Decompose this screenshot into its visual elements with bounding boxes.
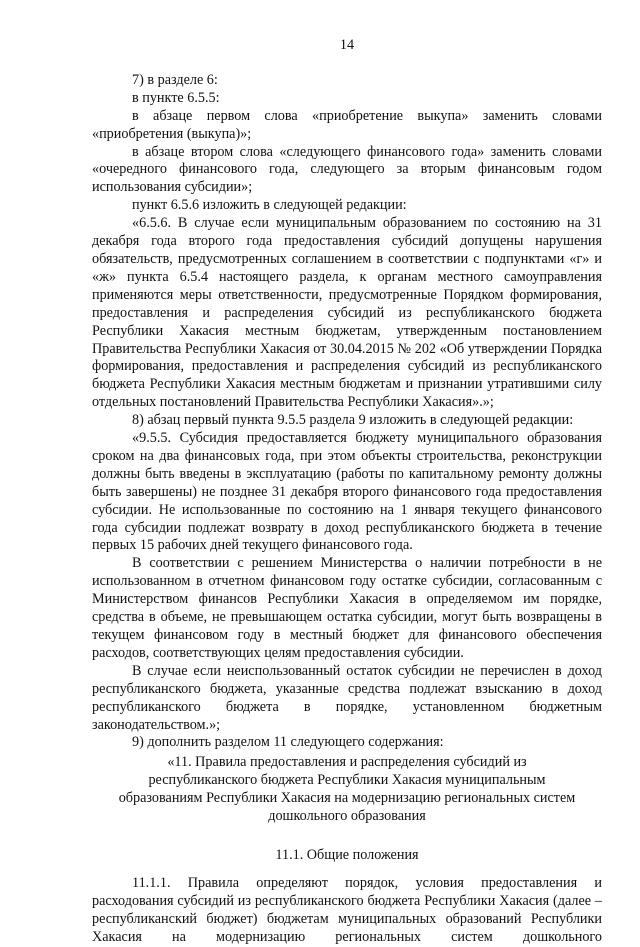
paragraph-section-6: 7) в разделе 6:: [132, 71, 218, 88]
paragraph-point-9-5-5-intro: 8) абзац первый пункта 9.5.5 раздела 9 изложить в следующей редакции:: [132, 412, 574, 429]
page-number: 14: [339, 37, 355, 53]
subsection-11-1-title: 11.1. Общие положения: [275, 846, 419, 863]
paragraph-first-abzac: в абзаце первом слова «приобретение выкупа» заменить словами «приобретения (выкупа)»;: [92, 107, 602, 142]
paragraph-add-section-11: 9) дополнить разделом 11 следующего содержания:: [132, 734, 444, 751]
paragraph-point-6-5-6-intro: пункт 6.5.6 изложить в следующей редакции:: [132, 197, 407, 214]
section-11-title: «11. Правила предоставления и распределения субсидий из республиканского бюджета Республики Хакасия муниципальным образованиям Республики Хакасия на модернизацию региональных систем дошкольного образования: [118, 754, 576, 825]
paragraph-11-1-1: 11.1.1. Правила определяют порядок, условия предоставления и расходования субсидий из республиканского бюджета Республики Хакасия (далее – республиканский бюджет) бюджетам муниципальных образований Республики Хакасия на модернизацию региональных систем дошкольного: [92, 874, 602, 945]
paragraph-ministry-decision: В соответствии с решением Министерства о наличии потребности в не использованном в отчетном финансовом году остатке субсидии, согласованным с Министерством финансов Республики Хакасия в определяемом им порядке, средства в объеме, не превышающем остатка субсидии, могут быть возвращены в текущем финансовом году в местный бюджет для финансового обеспечения расходов, соответствующих целям предоставления субсидии.: [92, 555, 602, 661]
paragraph-point-6-5-5: в пункте 6.5.5:: [132, 89, 220, 106]
paragraph-recovery: В случае если неиспользованный остаток субсидии не перечислен в доход республиканского бюджета, указанные средства подлежат взысканию в доход республиканского бюджета в порядке, установленном бюджетным законодательством.»;: [92, 662, 602, 733]
paragraph-second-abzac: в абзаце втором слова «следующего финансового года» заменить словами «очередного финансового года, следующего за вторым финансовым годом использования субсидии»;: [92, 143, 602, 196]
paragraph-point-6-5-6-text: «6.5.6. В случае если муниципальным образованием по состоянию на 31 декабря года второго года предоставления субсидий допущены нарушения обязательств, предусмотренных соглашением в соответствии с подпунктами «г» и «ж» пункта 6.5.4 настоящего раздела, к органам местного самоуправления применяются меры ответственности, предусмотренные Порядком формирования, предоставления и распределения субсидий из республиканского бюджета Республики Хакасия местным бюджетам, утвержденным постановлением Правительства Республики Хакасия от 30.04.2015 № 202 «Об утверждении Порядка формирования, предоставления и распределения субсидий из республиканского бюджета Республики Хакасия местным бюджетам и признании утратившими силу отдельных постановлений Правительства Республики Хакасия».»;: [92, 215, 602, 411]
paragraph-point-9-5-5-text: «9.5.5. Субсидия предоставляется бюджету муниципального образования сроком на два финансовых года, при этом объекты строительства, реконструкции должны быть введены в эксплуатацию (работы по капитальному ремонту должны быть завершены) не позднее 31 декабря второго финансового года предоставления субсидии. Не использованные по состоянию на 1 января текущего финансового года субсидии подлежат возврату в доход республиканского бюджета в течение первых 15 рабочих дней текущего финансового года.: [92, 430, 602, 554]
